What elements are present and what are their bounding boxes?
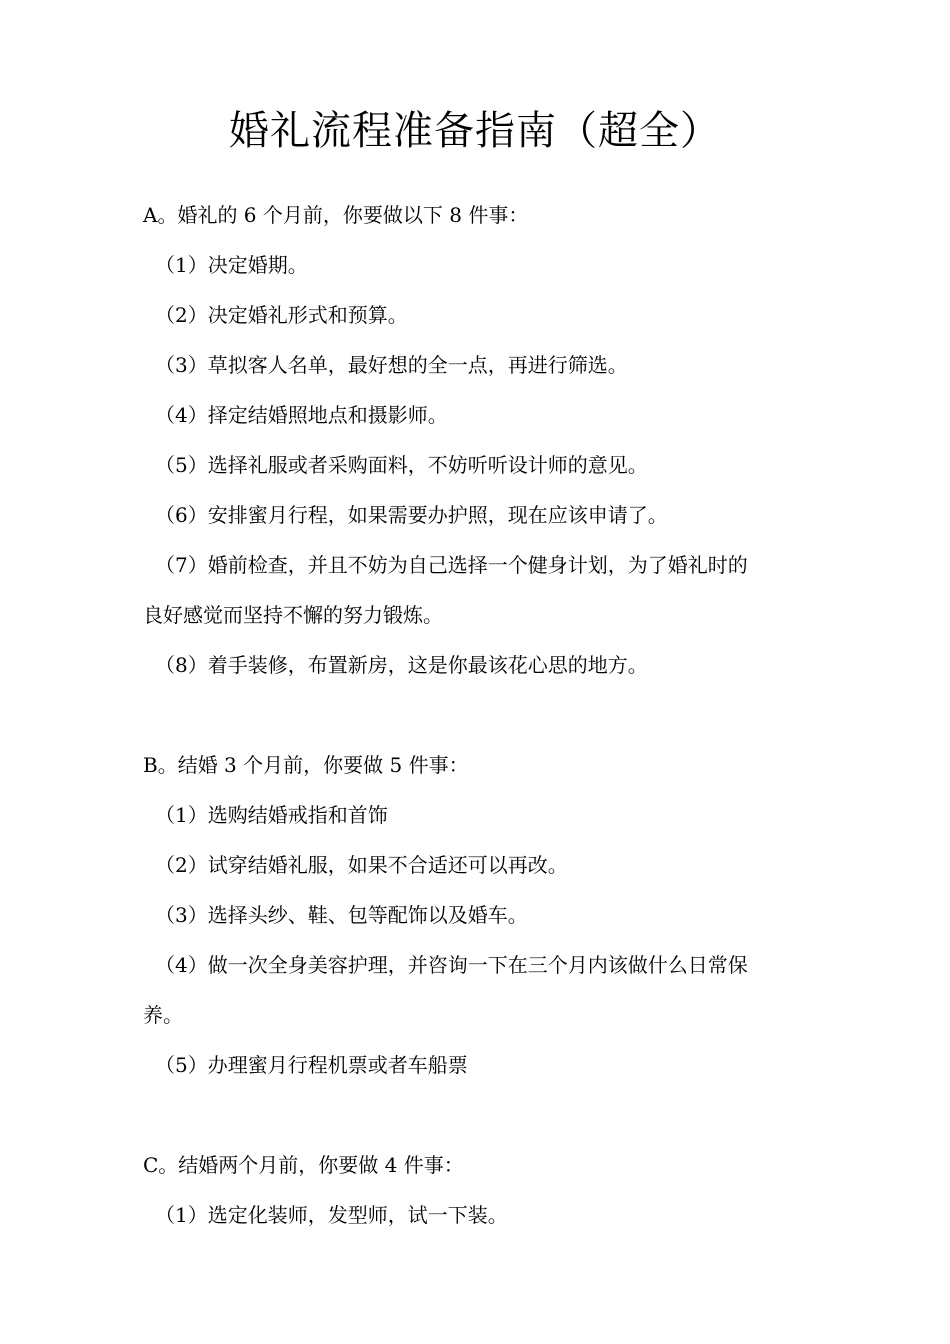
section-a-item-1: （1）决定婚期。	[155, 253, 308, 277]
document-body	[143, 190, 813, 1240]
section-a-item-8: （8）着手装修，布置新房，这是你最该花心思的地方。	[155, 653, 648, 677]
section-a-item-2: （2）决定婚礼形式和预算。	[155, 303, 408, 327]
section-a-item-7-continued: 良好感觉而坚持不懈的努力锻炼。	[143, 603, 443, 627]
section-a-item-5: （5）选择礼服或者采购面料，不妨听听设计师的意见。	[155, 453, 648, 477]
section-a-item-6: （6）安排蜜月行程，如果需要办护照，现在应该申请了。	[155, 503, 668, 527]
section-a-item-3: （3）草拟客人名单，最好想的全一点，再进行筛选。	[155, 353, 628, 377]
section-b-item-5: （5）办理蜜月行程机票或者车船票	[155, 1053, 468, 1077]
section-b-item-4: （4）做一次全身美容护理，并咨询一下在三个月内该做什么日常保	[155, 953, 748, 977]
section-b-item-1: （1）选购结婚戒指和首饰	[155, 803, 388, 827]
section-b-item-4-continued: 养。	[143, 1003, 183, 1027]
section-a-item-7: （7）婚前检查，并且不妨为自己选择一个健身计划，为了婚礼时的	[155, 553, 748, 577]
section-a-heading: A。婚礼的 6 个月前，你要做以下 8 件事：	[143, 203, 529, 227]
section-b-heading: B。结婚 3 个月前，你要做 5 件事：	[143, 753, 469, 777]
section-b-item-2: （2）试穿结婚礼服，如果不合适还可以再改。	[155, 853, 568, 877]
section-b-item-3: （3）选择头纱、鞋、包等配饰以及婚车。	[155, 903, 528, 927]
section-a-item-4: （4）择定结婚照地点和摄影师。	[155, 403, 448, 427]
section-spacer	[143, 690, 813, 740]
section-spacer	[143, 1090, 813, 1140]
section-c-heading: C。结婚两个月前，你要做 4 件事：	[143, 1153, 464, 1177]
section-c-item-1: （1）选定化装师，发型师，试一下装。	[155, 1203, 508, 1227]
page-title: 婚礼流程准备指南（超全）	[229, 108, 721, 154]
